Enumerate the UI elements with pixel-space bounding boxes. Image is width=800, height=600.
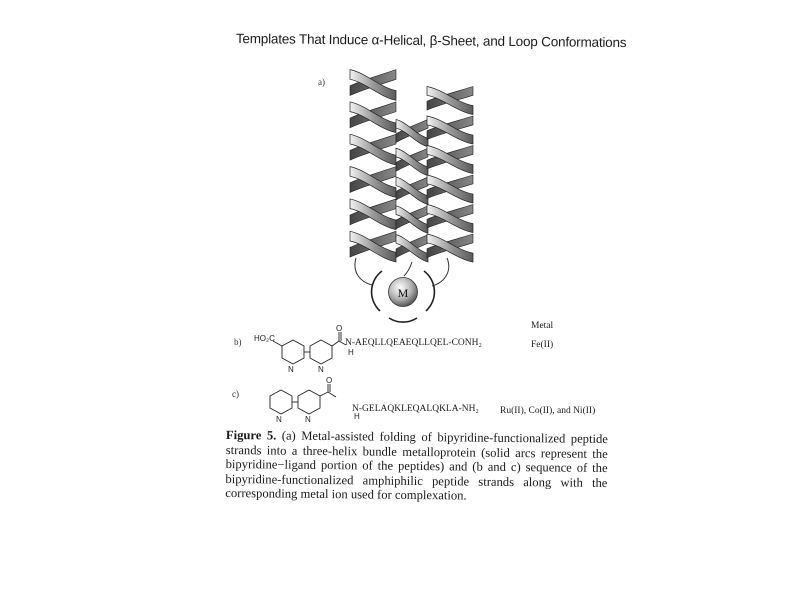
panel-b-sequence: N-AEQLLQEAEQLLQEL-CONH₂ (345, 338, 482, 348)
ligand-arc-bottom (389, 318, 417, 322)
center-helix (396, 119, 428, 262)
panel-b-label: b) (234, 337, 242, 347)
panel-b-ring-n2: N (318, 365, 324, 374)
panel-b-substituent: HO₂C (254, 334, 275, 343)
panel-c-metal: Ru(II), Co(II), and Ni(II) (500, 406, 596, 416)
bipyridine-structure-b (273, 332, 346, 364)
ligand-arc-right (424, 271, 434, 311)
center-linker (404, 262, 412, 276)
running-title: Templates That Induce α-Helical, β-Sheet, and Loop Conformations (235, 31, 627, 51)
metal-symbol: M (397, 286, 409, 300)
ligand-arc-left (372, 271, 382, 311)
panel-b-metal: Fe(II) (531, 340, 554, 350)
panel-c-ring-n2: N (305, 415, 311, 424)
panel-c-carbonyl-o: O (326, 376, 333, 385)
panel-a-label: a) (318, 77, 325, 87)
metal-column-header: Metal (531, 321, 554, 331)
panel-c-sequence: N-GELAQKLEQALQKLA-NH₂ (352, 404, 479, 414)
panel-c-label: c) (232, 389, 239, 399)
right-helix (427, 86, 473, 262)
right-linker (432, 258, 449, 286)
caption-label: Figure 5. (225, 428, 277, 443)
caption-text: (a) Metal-assisted folding of bipyridine-functionalized peptide strands into a three-helix bundle metalloprotein (solid arcs represent the bipyridine−ligand portion of the peptides) and (b and c) sequence of the bipyridine-functionalized amphiphilic peptide strands along with the corresponding metal ion used for complexation. (225, 428, 608, 503)
panel-b-nh-h: H (348, 348, 354, 357)
panel-b-ring-n1: N (288, 365, 294, 374)
left-helix (350, 70, 396, 262)
figure-caption (225, 428, 608, 505)
panel-c-ring-n1: N (276, 415, 282, 424)
left-linker (355, 258, 372, 285)
panel-b-carbonyl-o: O (336, 324, 343, 333)
panel-c-nh-h: H (354, 412, 360, 421)
bipyridine-structure-c (270, 384, 336, 414)
